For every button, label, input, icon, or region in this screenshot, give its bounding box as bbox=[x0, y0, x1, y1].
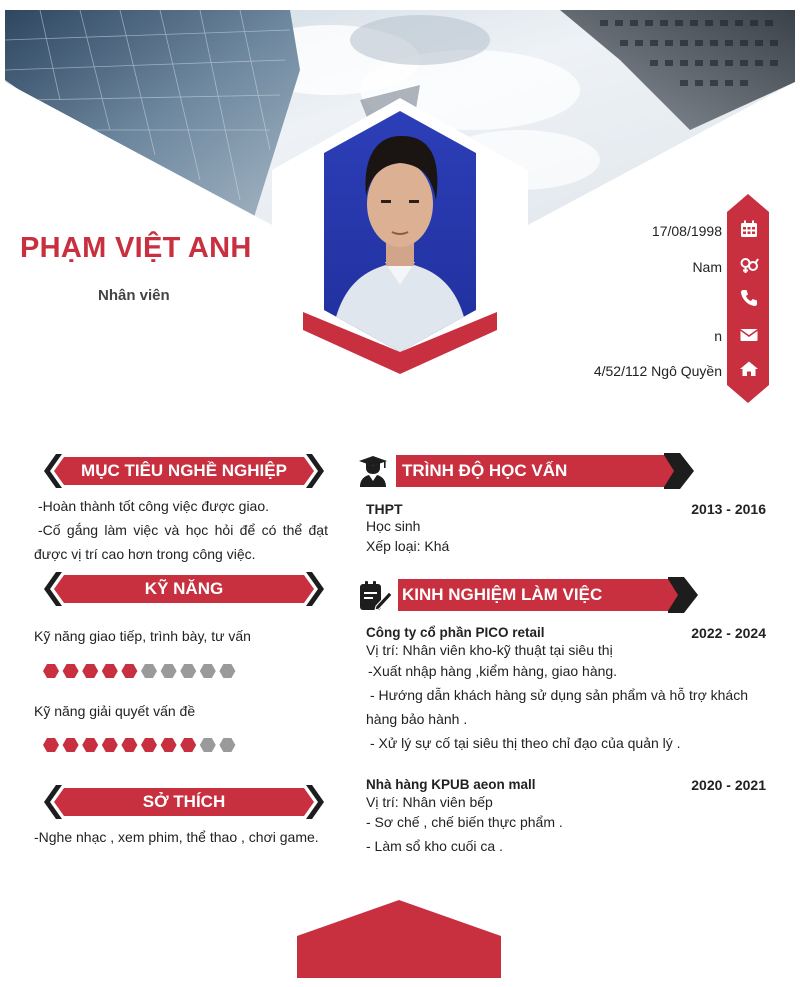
skill-dot bbox=[102, 738, 118, 752]
avatar bbox=[320, 108, 480, 358]
email-icon bbox=[739, 325, 759, 345]
education-school: THPT bbox=[366, 501, 403, 517]
job-position: Vị trí: Nhân viên bếp bbox=[366, 794, 493, 810]
calendar-icon bbox=[739, 219, 759, 239]
education-title: TRÌNH ĐỘ HỌC VẤN bbox=[402, 461, 568, 480]
job-duty: hàng bảo hành . bbox=[366, 711, 468, 727]
career-goal-title: MỤC TIÊU NGHỀ NGHIỆP bbox=[81, 461, 287, 480]
job-duty: -Xuất nhập hàng ,kiểm hàng, giao hàng. bbox=[368, 663, 618, 679]
skill-rating bbox=[42, 663, 242, 679]
education-header bbox=[358, 453, 694, 489]
job-years: 2020 - 2021 bbox=[691, 777, 766, 793]
clipboard-edit-icon bbox=[358, 580, 392, 612]
skill-dot bbox=[82, 664, 98, 678]
job-company: Nhà hàng KPUB aeon mall bbox=[366, 777, 536, 792]
job-company: Công ty cổ phần PICO retail bbox=[366, 625, 545, 640]
education-years: 2013 - 2016 bbox=[691, 501, 766, 517]
skill-dot bbox=[200, 664, 216, 678]
education-grade: Xếp loại: Khá bbox=[366, 538, 450, 554]
job-duty: - Làm sổ kho cuối ca . bbox=[366, 838, 503, 854]
skill-dot bbox=[43, 664, 59, 678]
home-icon bbox=[739, 359, 759, 379]
career-goal-header bbox=[44, 454, 324, 488]
skill-dot bbox=[180, 738, 196, 752]
hobbies-title: SỞ THÍCH bbox=[142, 792, 226, 811]
job-duty: - Xử lý sự cố tại siêu thị theo chỉ đạo của quản lý . bbox=[370, 735, 681, 751]
hobbies-text: -Nghe nhạc , xem phim, thể thao , chơi game. bbox=[34, 829, 319, 845]
skill-dot bbox=[200, 738, 216, 752]
job-position: Vị trí: Nhân viên kho-kỹ thuật tại siêu thị bbox=[366, 642, 613, 658]
skills-title: KỸ NĂNG bbox=[144, 579, 224, 598]
job-years: 2022 - 2024 bbox=[691, 625, 766, 641]
skill-dot bbox=[43, 738, 59, 752]
skill-dot bbox=[82, 738, 98, 752]
skill-dot bbox=[121, 738, 137, 752]
skills-header bbox=[44, 572, 324, 606]
gender-value: Nam bbox=[692, 259, 722, 275]
skill-name: Kỹ năng giải quyết vấn đề bbox=[34, 703, 196, 719]
career-goal-line-1: -Hoàn thành tốt công việc được giao. bbox=[38, 498, 270, 514]
job-title: Nhân viên bbox=[98, 287, 170, 304]
hobbies-header bbox=[44, 785, 324, 819]
experience-header bbox=[358, 577, 698, 613]
address-value: 4/52/112 Ngô Quyền bbox=[593, 363, 722, 379]
skill-dot bbox=[121, 664, 137, 678]
skill-dot bbox=[102, 664, 118, 678]
graduate-icon bbox=[358, 455, 388, 487]
skill-name: Kỹ năng giao tiếp, trình bày, tư vấn bbox=[34, 628, 251, 644]
footer-triangle bbox=[297, 900, 501, 978]
career-goal-line-2: -Cố gắng làm việc và học hỏi để có thể đạt bbox=[38, 522, 328, 538]
job-duty: - Hướng dẫn khách hàng sử dụng sản phẩm và hỗ trợ khách bbox=[370, 687, 748, 703]
phone-icon bbox=[739, 288, 759, 308]
career-goal-line-3: được vị trí cao hơn trong công việc. bbox=[34, 546, 256, 562]
skill-dot bbox=[161, 664, 177, 678]
full-name: PHẠM VIỆT ANH bbox=[20, 232, 252, 264]
skill-dot bbox=[161, 738, 177, 752]
email-value: n bbox=[714, 328, 722, 344]
skill-dot bbox=[141, 738, 157, 752]
skill-dot bbox=[141, 664, 157, 678]
skill-dot bbox=[63, 664, 79, 678]
gender-icon bbox=[739, 255, 759, 275]
education-role: Học sinh bbox=[366, 518, 421, 534]
skill-dot bbox=[219, 664, 235, 678]
skill-dot bbox=[180, 664, 196, 678]
birthday-value: 17/08/1998 bbox=[651, 223, 722, 239]
experience-title: KINH NGHIỆM LÀM VIỆC bbox=[402, 585, 603, 604]
skill-dot bbox=[63, 738, 79, 752]
skill-rating bbox=[42, 737, 242, 753]
skill-dot bbox=[219, 738, 235, 752]
job-duty: - Sơ chế , chế biến thực phẩm . bbox=[366, 814, 563, 830]
